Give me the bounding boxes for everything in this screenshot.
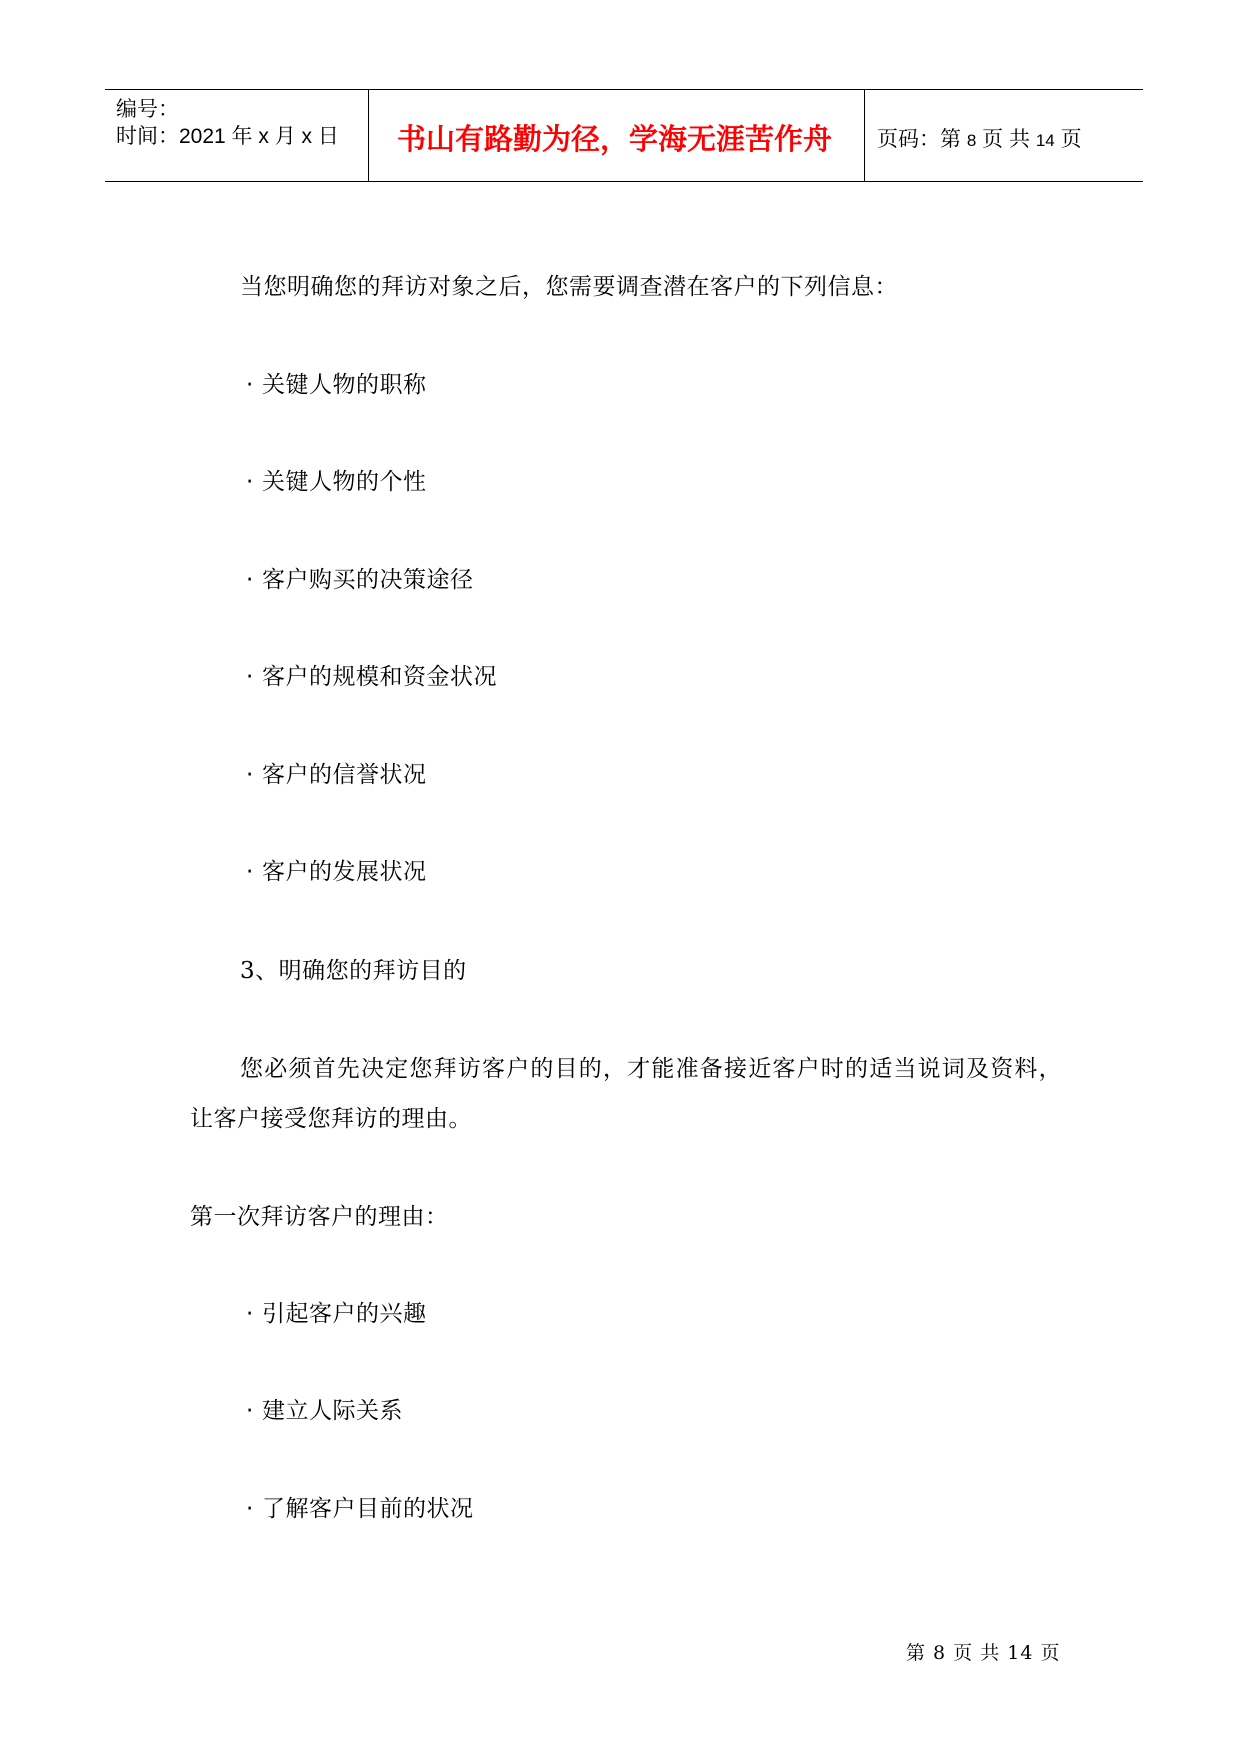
purpose-paragraph-line2: 让客户接受您拜访的理由。 (190, 1106, 472, 1132)
list-item: · 关键人物的个性 (246, 469, 427, 495)
header-page-number (877, 123, 1082, 153)
bullet-icon: · (246, 469, 254, 495)
header-motto-cell (369, 90, 865, 181)
first-visit-heading: 第一次拜访客户的理由： (190, 1204, 449, 1230)
bullet-icon: · (246, 664, 254, 690)
header-meta-cell (105, 90, 369, 181)
number-label: 编号： (116, 98, 179, 121)
list-item: · 关键人物的职称 (246, 372, 427, 398)
list-item: · 客户的信誉状况 (246, 762, 427, 788)
motto-text: 书山有路勤为径，学海无涯苦作舟 (397, 122, 833, 156)
list-item: · 客户的发展状况 (246, 859, 427, 885)
page-prefix: 页码：第 (877, 128, 961, 151)
bullet-icon: · (246, 567, 254, 593)
page-mid: 页 共 (982, 128, 1030, 151)
list-item: · 建立人际关系 (246, 1398, 403, 1424)
section-heading: 3、明确您的拜访目的 (240, 958, 467, 984)
page-footer: 第 8 页 共 14 页 (906, 1642, 1061, 1664)
bullet-icon: · (246, 762, 254, 788)
list-item: · 客户的规模和资金状况 (246, 664, 497, 690)
list-item: · 引起客户的兴趣 (246, 1301, 427, 1327)
bullet-icon: · (246, 859, 254, 885)
intro-paragraph: 当您明确您的拜访对象之后，您需要调查潜在客户的下列信息： (240, 274, 898, 300)
bullet-icon: · (246, 1398, 254, 1424)
page-total: 14 (1035, 131, 1055, 150)
list-item: · 客户购买的决策途径 (246, 567, 474, 593)
time-label: 时间：2021 年 x 月 x 日 (116, 125, 339, 148)
bullet-icon: · (246, 372, 254, 398)
bullet-icon: · (246, 1496, 254, 1522)
list-item: · 了解客户目前的状况 (246, 1496, 474, 1522)
header-page-cell (865, 90, 1143, 181)
purpose-paragraph-line1: 您必须首先决定您拜访客户的目的，才能准备接近客户时的适当说词及资料， (240, 1056, 1063, 1082)
document-header (105, 89, 1143, 182)
page-current: 8 (966, 131, 977, 150)
bullet-icon: · (246, 1301, 254, 1327)
page-suffix: 页 (1060, 128, 1082, 151)
